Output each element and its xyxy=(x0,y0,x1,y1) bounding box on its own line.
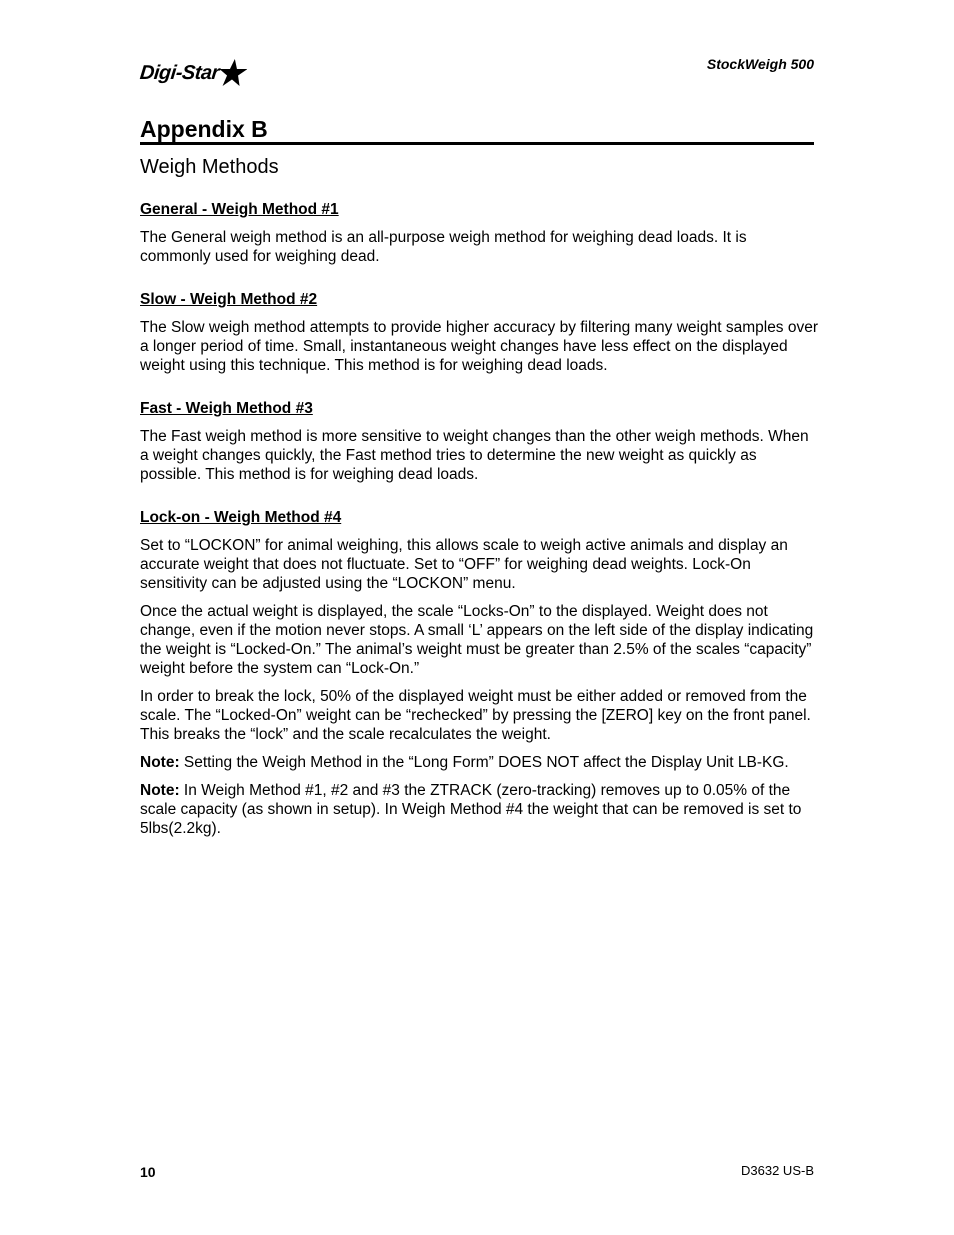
product-name: StockWeigh 500 xyxy=(706,56,814,72)
note-text: Setting the Weigh Method in the “Long Form” DOES NOT affect the Display Unit LB-KG. xyxy=(179,754,789,771)
section-lockon xyxy=(140,508,820,838)
section-heading: Slow - Weigh Method #2 xyxy=(140,291,318,308)
note-text: In Weigh Method #1, #2 and #3 the ZTRACK (zero-tracking) removes up to 0.05% of the scale capacity (as shown in setup). In Weigh Method #4 the weight that can be removed is set to 5lbs(2.2kg). xyxy=(140,782,802,837)
note-paragraph xyxy=(140,753,820,772)
section-paragraph: Once the actual weight is displayed, the scale “Locks-On” to the displayed. Weight does not change, even if the motion never stops. A small ‘L’ appears on the left side of the display indicating the weight is “Locked-On.” The animal’s weight must be greater than 2.5% of the scales “capacity” weight before the system can “Lock-On.” xyxy=(140,603,814,677)
document-code: D3632 US-B xyxy=(741,1163,814,1178)
logo-text: Digi-Star xyxy=(138,61,221,84)
star-icon xyxy=(217,58,247,88)
note-paragraph xyxy=(140,781,820,838)
page-number: 10 xyxy=(140,1164,156,1180)
digi-star-logo xyxy=(140,56,247,90)
section-fast xyxy=(140,399,820,484)
page-subtitle: Weigh Methods xyxy=(140,156,279,178)
section-paragraph: Set to “LOCKON” for animal weighing, this allows scale to weigh active animals and display an accurate weight that does not fluctuate. Set to “OFF” for weighing dead weights. Lock-On sensitivity can be adjusted using the “LOCKON” menu. xyxy=(140,537,788,592)
note-label: Note: xyxy=(140,782,180,799)
section-heading: General - Weigh Method #1 xyxy=(140,201,339,218)
section-heading: Lock-on - Weigh Method #4 xyxy=(140,509,342,526)
section-general xyxy=(140,200,820,266)
main-content xyxy=(140,200,820,847)
page-title: Appendix B xyxy=(140,116,814,145)
section-paragraph: The General weigh method is an all-purpose weigh method for weighing dead loads. It is commonly used for weighing dead. xyxy=(140,229,747,265)
section-heading: Fast - Weigh Method #3 xyxy=(140,400,313,417)
section-paragraph: The Slow weigh method attempts to provide higher accuracy by filtering many weight samples over a longer period of time. Small, instantaneous weight changes have less effect on the displayed weight using this technique. This method is for weighing dead loads. xyxy=(140,319,819,374)
section-paragraph: The Fast weigh method is more sensitive to weight changes than the other weigh methods. When a weight changes quickly, the Fast method tries to determine the new weight as quickly as possible. This method is for weighing dead loads. xyxy=(140,428,809,483)
note-label: Note: xyxy=(140,754,180,771)
section-slow xyxy=(140,290,820,375)
section-paragraph: In order to break the lock, 50% of the displayed weight must be either added or removed from the scale. The “Locked-On” weight can be “rechecked” by pressing the [ZERO] key on the front panel. This breaks the “lock” and the scale recalculates the weight. xyxy=(140,688,811,743)
